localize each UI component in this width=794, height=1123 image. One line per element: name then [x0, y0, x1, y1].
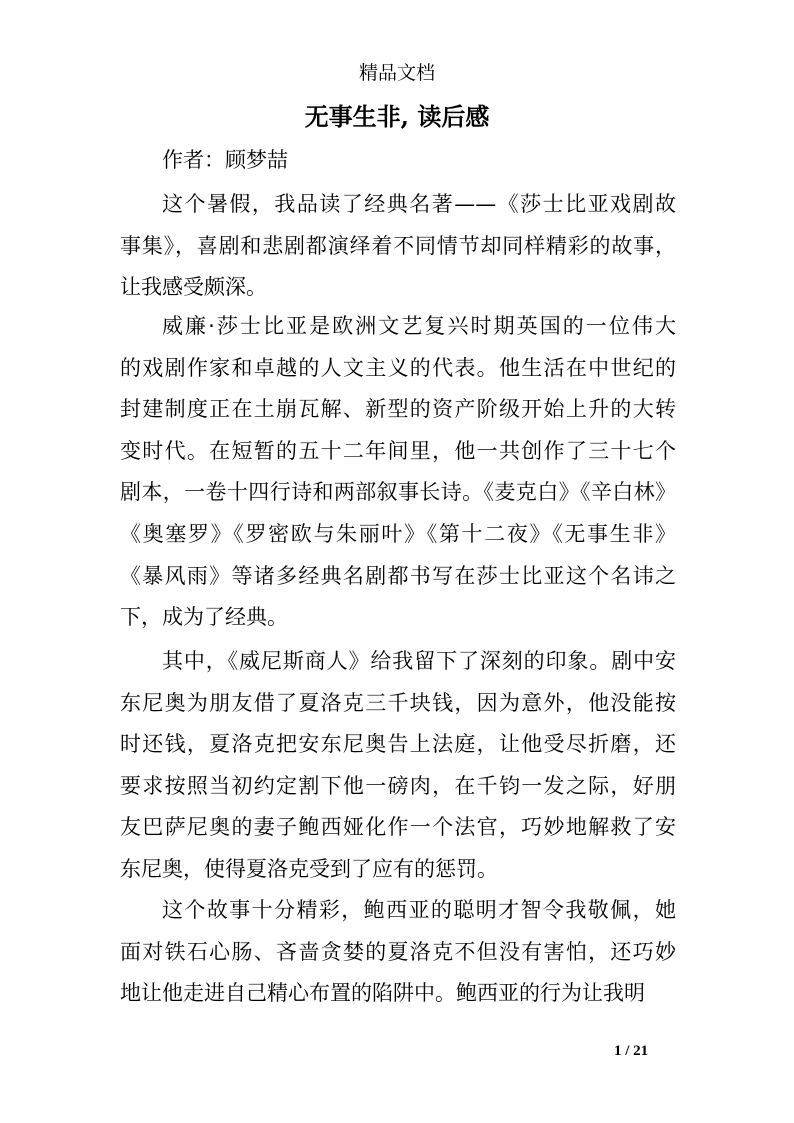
paragraph-line: 其中，《威尼斯商人》给我留下了深刻的印象。剧中安: [162, 649, 676, 673]
paragraph-line: 《暴风雨》等诸多经典名剧都书写在莎士比亚这个名讳之: [120, 563, 676, 588]
paragraph-line: 事集》，喜剧和悲剧都演绎着不同情节却同样精彩的故事，: [120, 233, 676, 258]
paragraph-line: 面对铁石心肠、吝啬贪婪的夏洛克不但没有害怕，还巧妙: [120, 939, 676, 964]
paragraph-line: 让我感受颇深。: [120, 275, 267, 300]
paragraph-line: 友巴萨尼奥的妻子鲍西娅化作一个法官，巧妙地解救了安: [120, 815, 676, 840]
document-title: 无事生非, 读后感: [304, 102, 490, 131]
paragraph-line: 《奥塞罗》《罗密欧与朱丽叶》《第十二夜》《无事生非》: [120, 522, 676, 546]
paragraph-line: 东尼奥为朋友借了夏洛克三千块钱，因为意外，他没能按: [120, 690, 676, 715]
paragraph-line: 的戏剧作家和卓越的人文主义的代表。他生活在中世纪的: [120, 355, 676, 380]
paragraph-line: 要求按照当初约定割下他一磅肉，在千钧一发之际，好朋: [120, 773, 676, 798]
page-number: 1 / 21: [614, 1043, 649, 1059]
paragraph-line: 封建制度正在土崩瓦解、新型的资产阶级开始上升的大转: [120, 397, 676, 422]
paragraph-line: 变时代。在短暂的五十二年间里，他一共创作了三十七个: [120, 438, 676, 463]
paragraph-line: 这个故事十分精彩，鲍西亚的聪明才智令我敬佩，她: [162, 898, 676, 922]
paragraph-line: 下，成为了经典。: [120, 605, 288, 630]
paragraph-line: 东尼奥，使得夏洛克受到了应有的惩罚。: [120, 857, 498, 881]
paragraph-line: 时还钱，夏洛克把安东尼奥告上法庭，让他受尽折磨，还: [120, 732, 676, 757]
paragraph-line: 威廉·莎士比亚是欧洲文艺复兴时期英国的一位伟大: [162, 314, 676, 338]
paragraph-line: 这个暑假，我品读了经典名著——《莎士比亚戏剧故: [162, 192, 676, 216]
paragraph-line: 地让他走进自己精心布置的陷阱中。鲍西亚的行为让我明: [120, 981, 645, 1006]
page-header: 精品文档: [358, 62, 435, 84]
paragraph-line: 剧本，一卷十四行诗和两部叙事长诗。《麦克白》《辛白林》: [120, 480, 676, 505]
author-line: 作者：顾梦喆: [162, 148, 288, 172]
